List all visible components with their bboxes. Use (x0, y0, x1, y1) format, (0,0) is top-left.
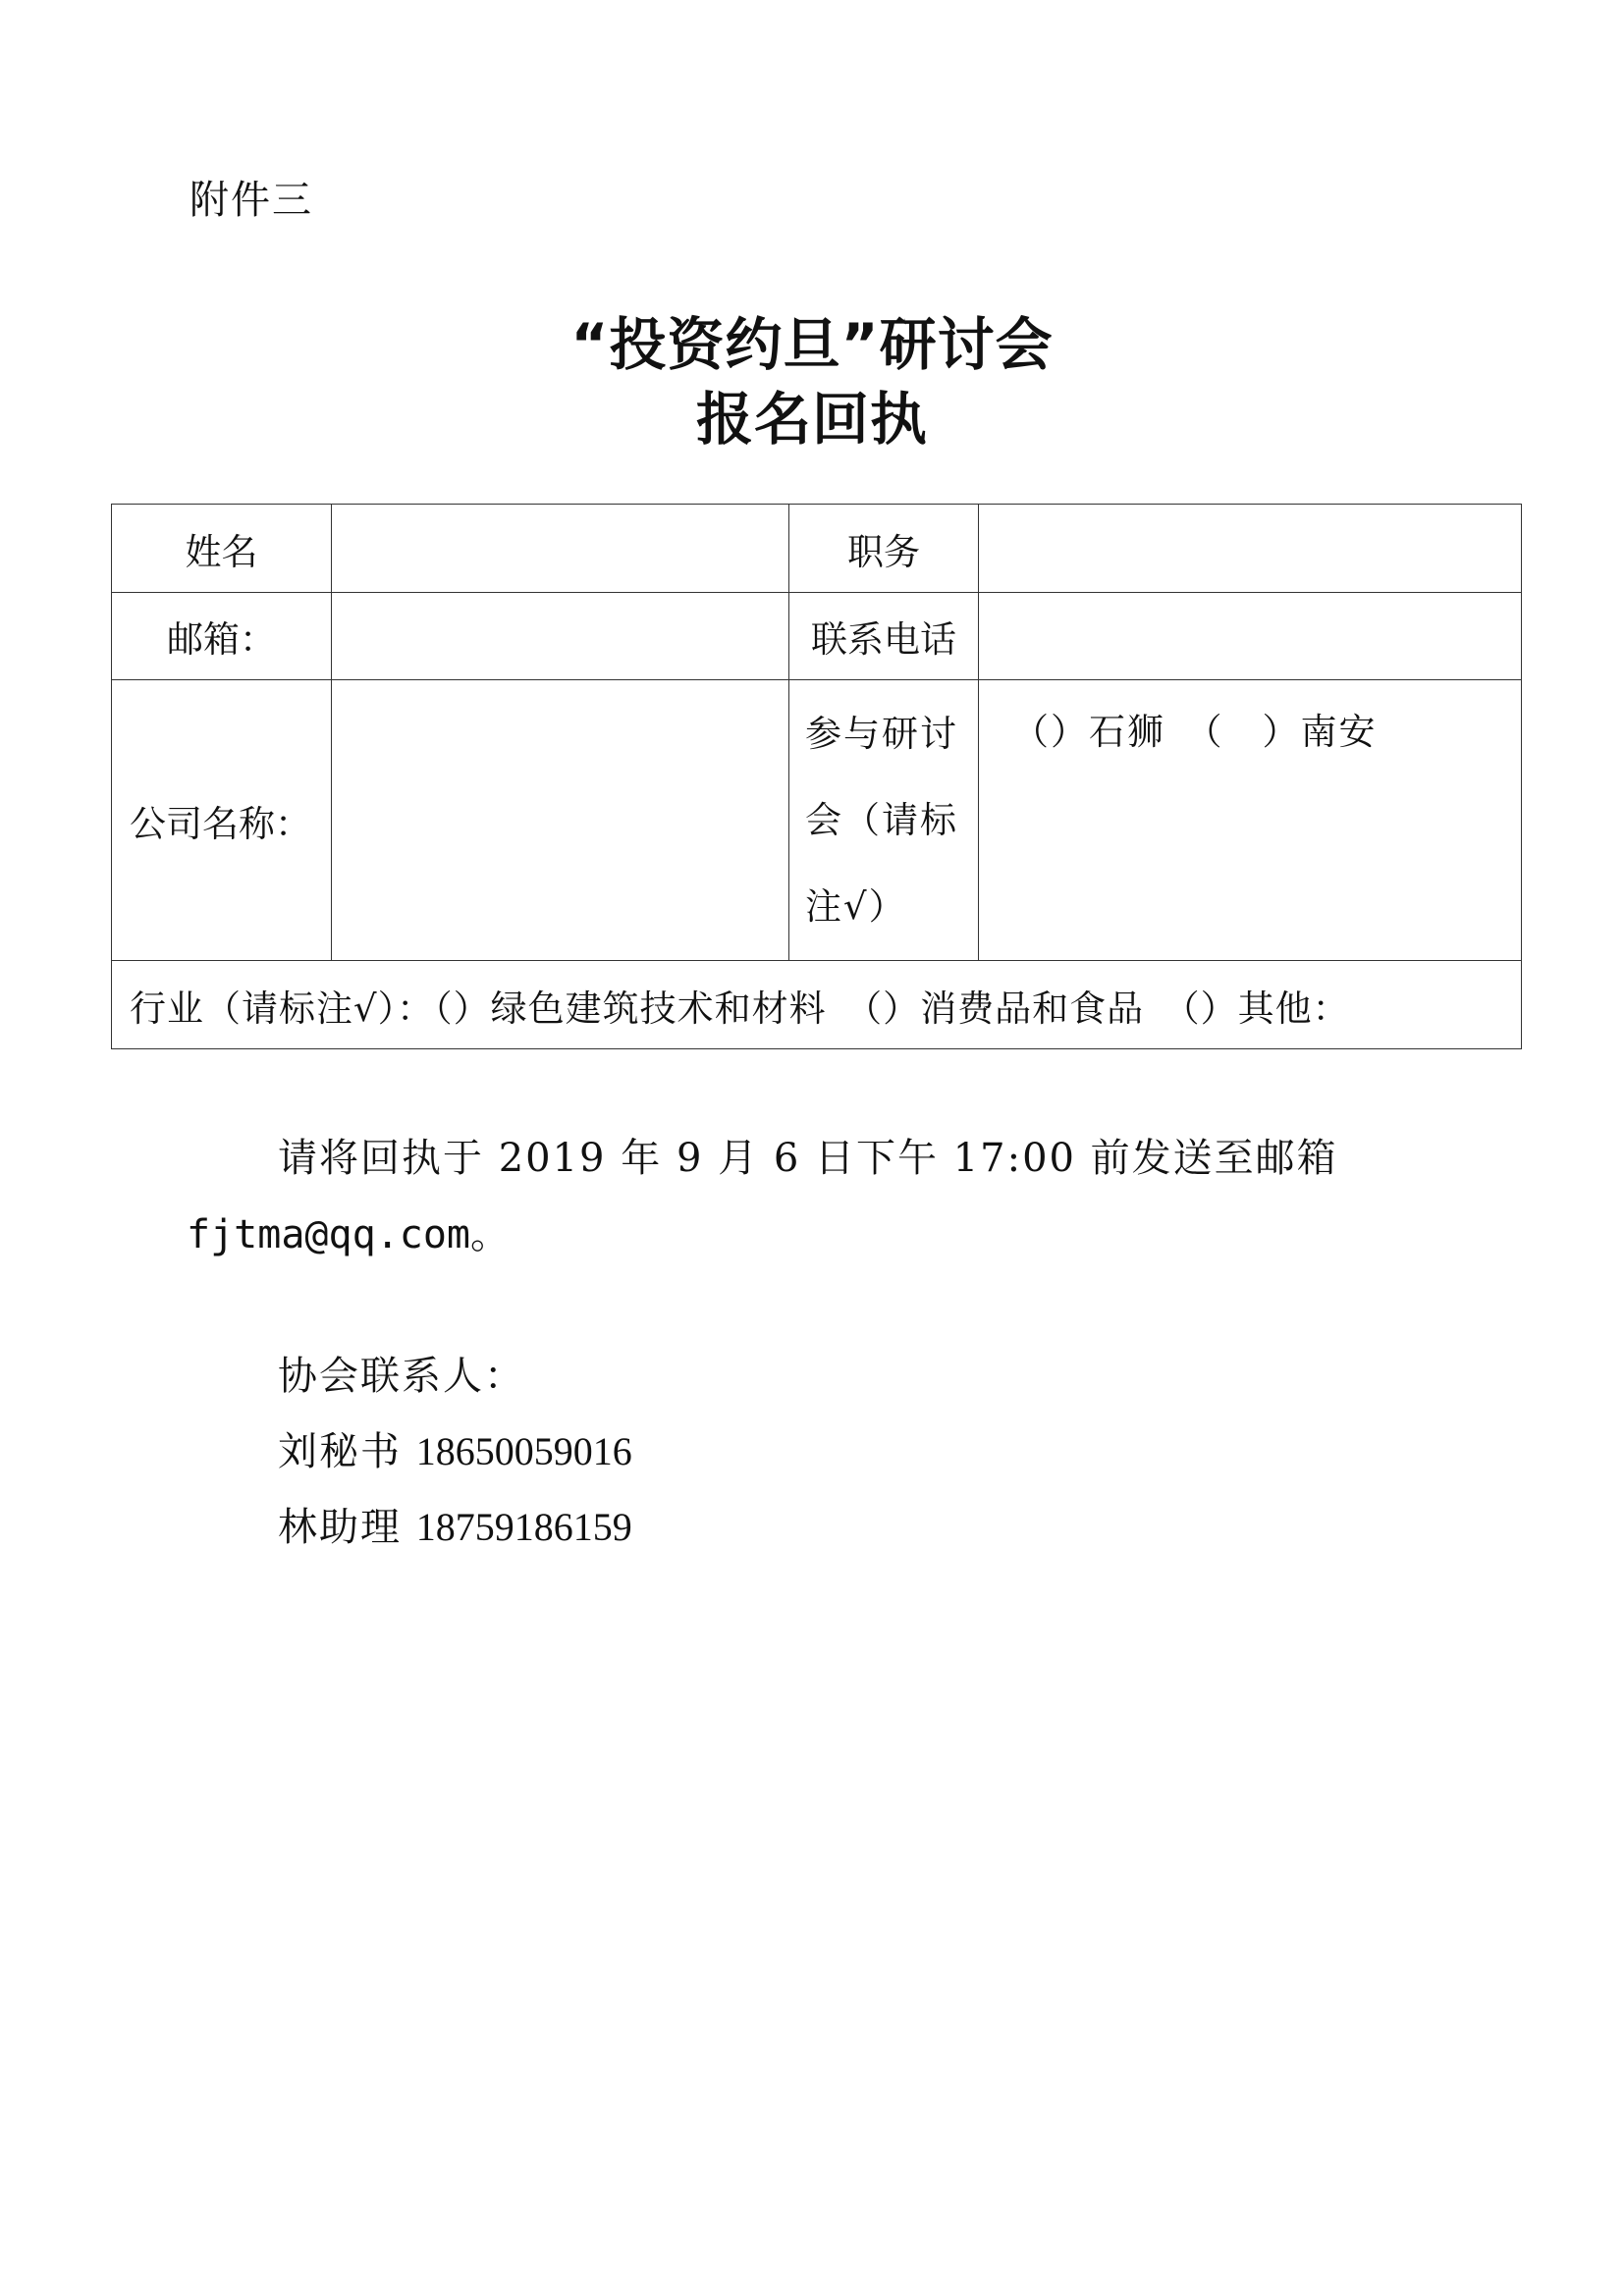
contact-2-name: 林助理 (278, 1505, 402, 1550)
participate-options[interactable]: （）石狮 （ ）南安 (979, 680, 1522, 961)
form-row-email (112, 593, 1522, 680)
contacts-title: 协会联系人： (278, 1354, 525, 1399)
form-row-industry (112, 961, 1522, 1049)
form-row-company (112, 680, 1522, 961)
position-label: 职务 (789, 505, 979, 593)
phone-label: 联系电话 (789, 593, 979, 680)
participate-label-line3: 注√） (805, 884, 907, 928)
contact-person-2 (278, 1496, 632, 1552)
position-field[interactable] (979, 505, 1522, 593)
contact-2-phone: 18759186159 (415, 1505, 632, 1549)
contact-person-1 (278, 1420, 632, 1476)
contact-1-phone: 18650059016 (415, 1429, 632, 1473)
contact-1-name: 刘秘书 (278, 1429, 402, 1474)
phone-field[interactable] (979, 593, 1522, 680)
participate-label-line1: 参与研讨 (805, 712, 958, 755)
participate-label (789, 680, 979, 961)
email-label: 邮箱： (112, 593, 332, 680)
email-field[interactable] (332, 593, 789, 680)
form-row-name (112, 505, 1522, 593)
submission-email: fjtma@qq.com。 (187, 1212, 510, 1257)
page-subtitle: 报名回执 (695, 386, 928, 453)
participate-label-line2: 会（请标 (805, 798, 958, 841)
company-field[interactable] (332, 680, 789, 961)
submission-note: 请将回执于 2019 年 9 月 6 日下午 17:00 前发送至邮箱 (278, 1136, 1338, 1181)
registration-form-table (111, 504, 1522, 1049)
name-field[interactable] (332, 505, 789, 593)
company-label: 公司名称： (112, 680, 332, 961)
name-label: 姓名 (112, 505, 332, 593)
page-title: “投资约旦”研讨会 (570, 311, 1054, 378)
attachment-label: 附件三 (189, 178, 313, 223)
industry-options[interactable]: 行业（请标注√）：（）绿色建筑技术和材料 （）消费品和食品 （）其他： (112, 961, 1522, 1049)
